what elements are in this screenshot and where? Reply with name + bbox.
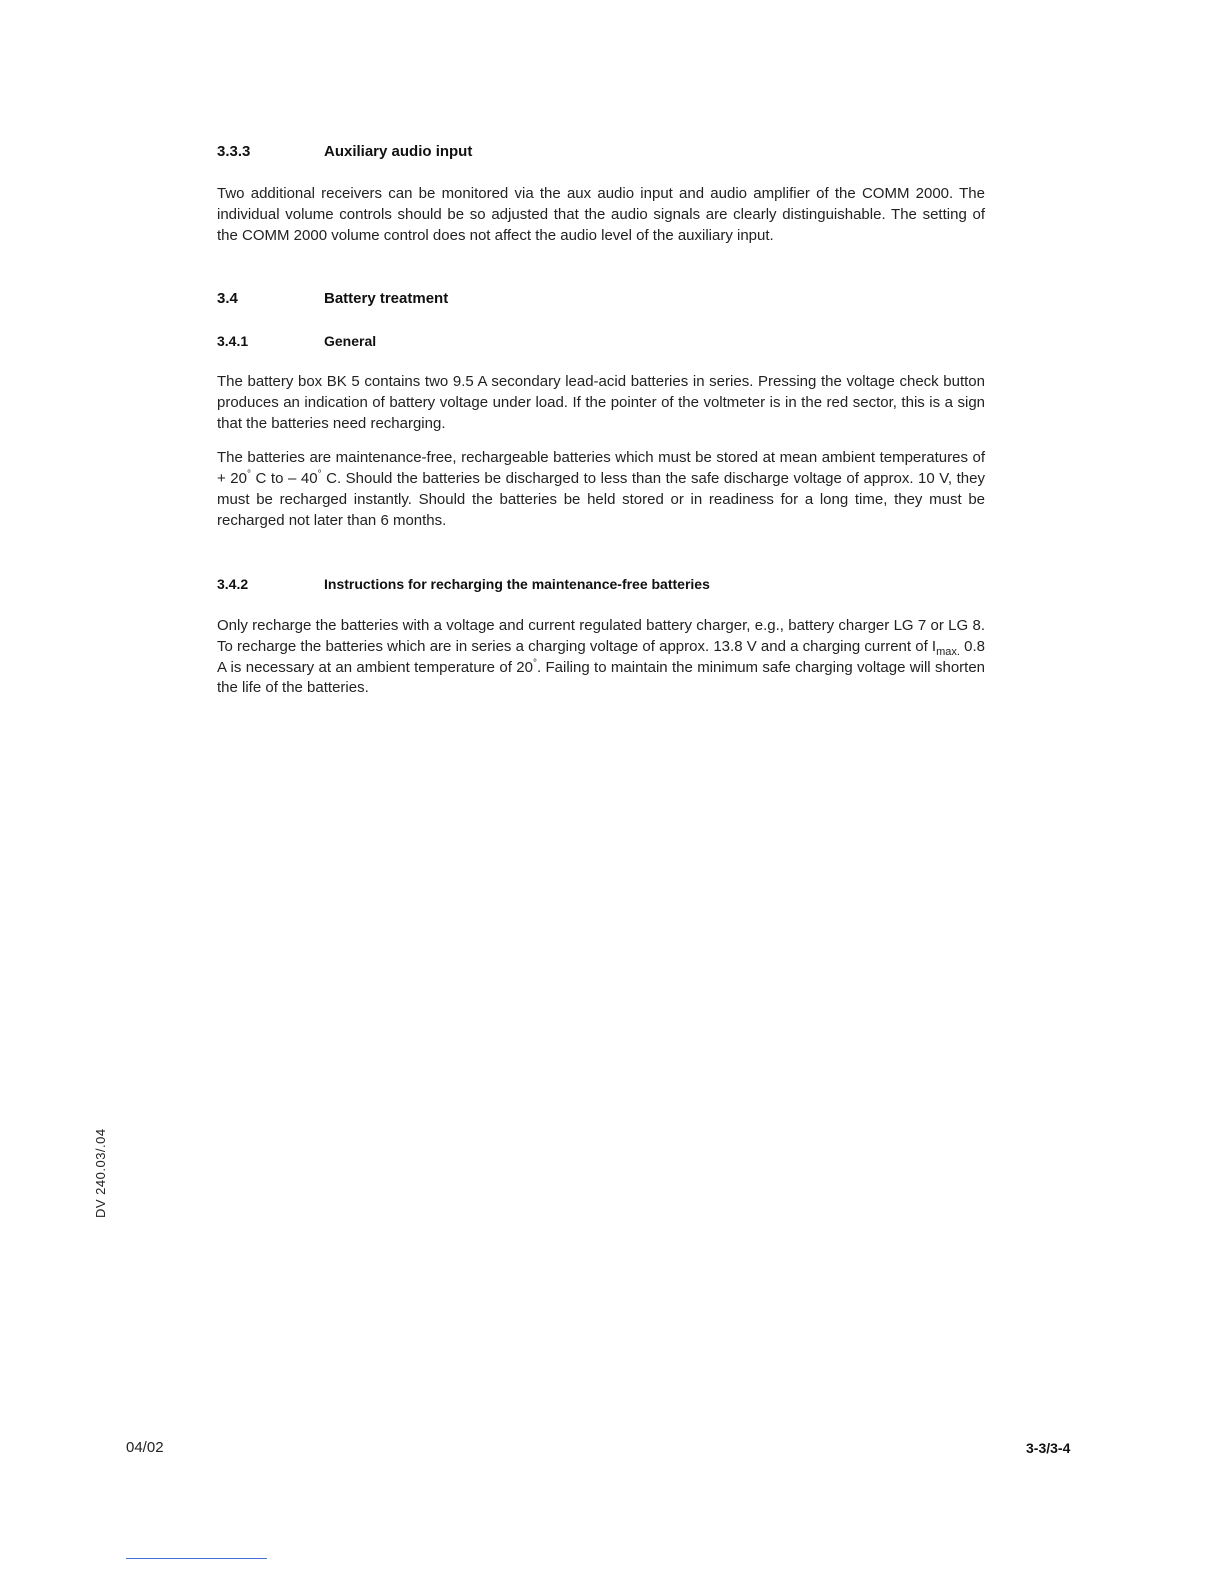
section-3-4-1 xyxy=(217,331,985,532)
footer-date: 04/02 xyxy=(126,1439,164,1456)
section-3-4-2 xyxy=(217,574,985,699)
text-run: C. Should the batteries be discharged to less than the safe discharge voltage of approx. 10 V, they must be recharged instantly. Should the batteries be held stored or in readiness for a long time, they must be recharged not later than 6 months. xyxy=(217,470,985,529)
section-heading xyxy=(217,289,985,309)
degree-symbol: ° xyxy=(317,469,322,481)
text-run: 0.8 A is necessary at an ambient temperature of 20 xyxy=(217,637,985,676)
section-title: Instructions for recharging the maintenance-free batteries xyxy=(324,576,710,592)
section-title: General xyxy=(324,333,377,349)
section-number: 3.4 xyxy=(217,290,238,307)
text-run: C to – 40 xyxy=(251,470,318,488)
degree-symbol: ° xyxy=(532,657,537,669)
document-code: DV 240.03/.04 xyxy=(93,1128,108,1218)
section-title: Battery treatment xyxy=(324,290,449,307)
paragraph: The battery box BK 5 contains two 9.5 A secondary lead-acid batteries in series. Pressing the voltage check button produces an indication of battery voltage under load. If the pointer of the voltmeter is in the red sector, this is a sign that the batteries need recharging. xyxy=(217,373,985,432)
footer-rule xyxy=(126,1558,267,1559)
paragraph: Two additional receivers can be monitored via the aux audio input and audio amplifier of the COMM 2000. The individual volume controls should be so adjusted that the audio signals are clearly distinguishable. The setting of the COMM 2000 volume control does not affect the audio level of the auxiliary input. xyxy=(217,185,985,244)
section-number: 3.4.1 xyxy=(217,333,249,349)
section-number: 3.3.3 xyxy=(217,143,251,160)
subscript: max. xyxy=(936,645,960,658)
text-run: . Failing to maintain the minimum safe charging voltage will shorten the life of the batteries. xyxy=(217,658,986,697)
paragraph xyxy=(217,448,985,531)
section-title: Auxiliary audio input xyxy=(324,143,473,160)
section-3-4 xyxy=(217,289,985,309)
text-run: The batteries are maintenance-free, rechargeable batteries which must be stored at mean ambient temperatures of + 20 xyxy=(217,449,985,488)
section-heading xyxy=(217,142,985,162)
text-run: Only recharge the batteries with a voltage and current regulated battery charger, e.g., battery charger LG 7 or LG 8. To recharge the batteries which are in series a charging voltage of approx. 13.8 V and a charging current of I xyxy=(217,617,985,655)
section-number: 3.4.2 xyxy=(217,576,249,592)
section-3-3-3 xyxy=(217,142,985,246)
section-heading xyxy=(217,574,985,594)
degree-symbol: ° xyxy=(247,469,251,481)
section-heading xyxy=(217,331,985,351)
paragraph xyxy=(217,616,985,699)
footer-page-number: 3-3/3-4 xyxy=(1026,1440,1071,1456)
